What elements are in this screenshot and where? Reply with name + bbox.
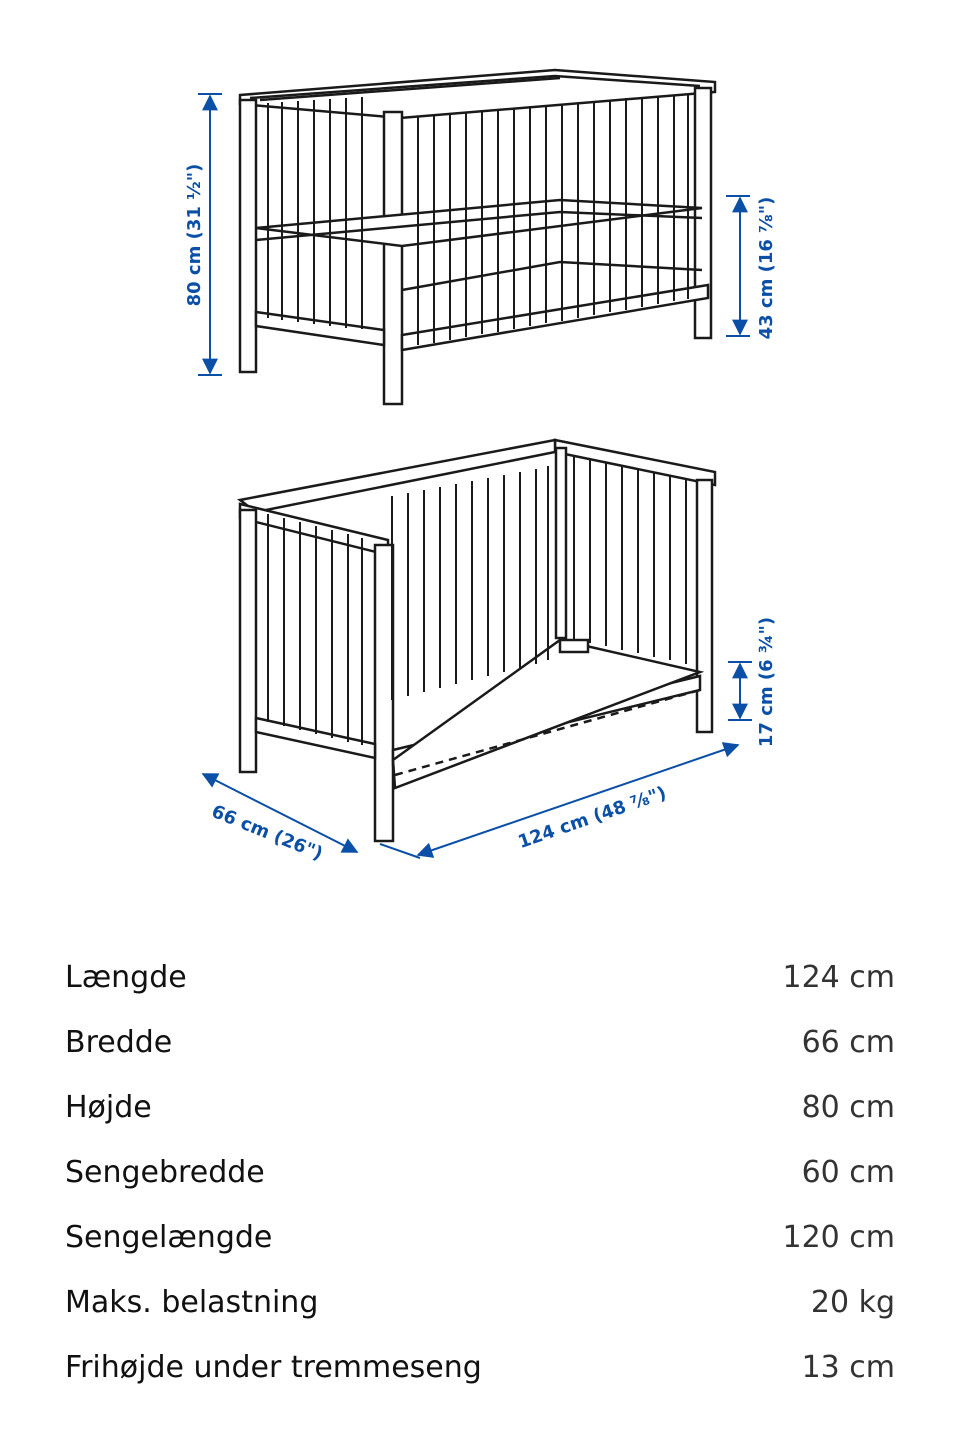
dimension-height-total-label: 80 cm (31 ½") [184, 163, 205, 307]
specification-table [65, 945, 895, 1400]
spec-label: Længde [65, 960, 187, 995]
spec-row [65, 945, 895, 1010]
spec-row [65, 1205, 895, 1270]
spec-row [65, 1140, 895, 1205]
spec-label: Bredde [65, 1025, 173, 1060]
crib-bottom-illustration [240, 440, 715, 841]
spec-value: 120 cm [782, 1220, 895, 1255]
dimension-height-bed-label: 43 cm (16 ⅞") [756, 196, 777, 340]
spec-label: Højde [65, 1090, 152, 1125]
spec-label: Sengelængde [65, 1220, 273, 1255]
spec-row [65, 1075, 895, 1140]
spec-label: Frihøjde under tremmeseng [65, 1350, 482, 1385]
spec-row [65, 1010, 895, 1075]
spec-row [65, 1335, 895, 1400]
spec-value: 66 cm [801, 1025, 895, 1060]
spec-value: 13 cm [801, 1350, 895, 1385]
spec-value: 124 cm [782, 960, 895, 995]
spec-value: 20 kg [810, 1285, 895, 1320]
dimension-length-label: 124 cm (48 ⅞") [515, 782, 670, 854]
spec-label: Sengebredde [65, 1155, 265, 1190]
spec-value: 60 cm [801, 1155, 895, 1190]
spec-label: Maks. belastning [65, 1285, 319, 1320]
dimension-width-label: 66 cm (26") [208, 801, 326, 865]
crib-top-illustration [240, 70, 715, 404]
spec-value: 80 cm [801, 1090, 895, 1125]
dimension-floor-clearance-label: 17 cm (6 ¾") [756, 616, 777, 748]
spec-row [65, 1270, 895, 1335]
